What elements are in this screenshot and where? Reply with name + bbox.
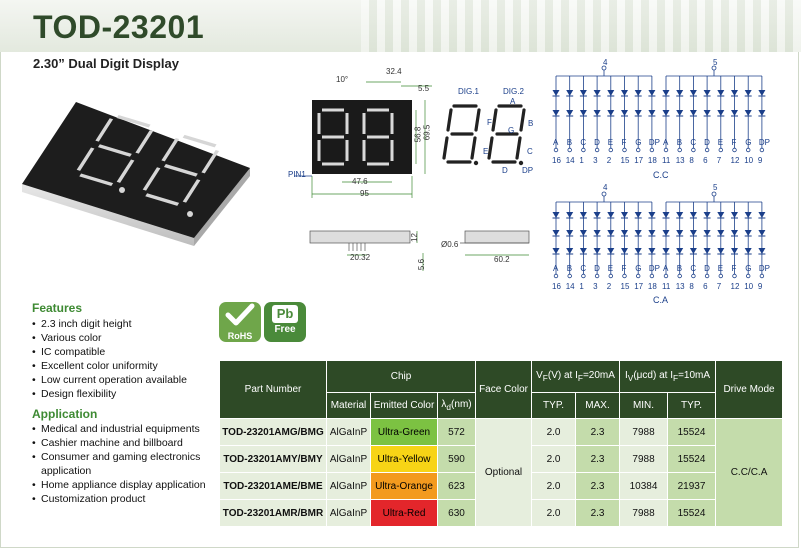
cc-segment-label: D: [594, 138, 600, 147]
cell-emitted-color: Ultra-Red: [371, 500, 438, 527]
dim-body-height: 69.5: [422, 124, 432, 141]
dim-segment-width: 32.4: [386, 67, 402, 76]
cell-material: AlGaInP: [327, 419, 371, 446]
cc-segment-label: G: [635, 138, 642, 147]
cell-iv-typ: 15524: [668, 419, 716, 446]
cc-pin-number: 1: [579, 156, 584, 165]
list-item: • Customization product: [32, 492, 217, 506]
cc-pin-number: 10: [744, 156, 754, 165]
ca-segment-label: D: [704, 264, 710, 273]
cc-title: C.C: [653, 170, 669, 180]
cell-vf-typ: 2.0: [532, 473, 576, 500]
ca-segment-label: F: [731, 264, 737, 273]
cell-iv-min: 7988: [620, 446, 668, 473]
dim-digit-height: 56.8: [413, 126, 423, 143]
ca-segment-label: C: [580, 264, 587, 273]
list-item: • Excellent color uniformity: [32, 359, 217, 373]
cell-material: AlGaInP: [327, 446, 371, 473]
ca-pin-number: 3: [593, 282, 598, 291]
cc-segment-label: E: [717, 138, 724, 147]
ca-common-pin-2: 5: [713, 183, 718, 192]
spec-table: [219, 360, 783, 527]
product-photo: [18, 88, 263, 248]
ca-segment-label: DP: [648, 264, 661, 273]
ca-pin-number: 10: [744, 282, 754, 291]
cc-pin-number: 11: [662, 156, 671, 165]
list-item: • Cashier machine and billboard: [32, 436, 217, 450]
cc-segment-label: E: [607, 138, 614, 147]
cell-iv-min: 7988: [620, 500, 668, 527]
check-icon: [219, 302, 261, 328]
ca-pin-number: 15: [620, 282, 630, 291]
cc-pin-number: 18: [647, 156, 657, 165]
cc-segment-label: C: [690, 138, 697, 147]
cell-iv-typ: 21937: [668, 473, 716, 500]
cell-iv-typ: 15524: [668, 446, 716, 473]
cell-emitted-color: Ultra-Orange: [371, 473, 438, 500]
ca-pin-number: 11: [662, 282, 671, 291]
cc-pin-number: 3: [593, 156, 598, 165]
cell-vf-max: 2.3: [576, 419, 620, 446]
cc-segment-label: A: [663, 138, 669, 147]
ca-segment-label: B: [566, 264, 573, 273]
seg-label-c: C: [527, 147, 533, 156]
cell-vf-max: 2.3: [576, 446, 620, 473]
list-item: • Consumer and gaming electronics application: [32, 450, 217, 478]
list-item: • Various color: [32, 331, 217, 345]
dig2-label: DIG.2: [503, 87, 524, 96]
ca-segment-label: C: [690, 264, 697, 273]
cc-segment-label: F: [621, 138, 627, 147]
cc-common-pin-1: 4: [603, 58, 608, 67]
application-title: Application: [32, 407, 98, 421]
cc-segment-label: C: [580, 138, 587, 147]
cc-segment-label: B: [566, 138, 573, 147]
list-item: • Low current operation available: [32, 373, 217, 387]
header-chip: Chip: [327, 361, 476, 393]
dim-pin-diameter: Ø0.6: [441, 240, 459, 249]
ca-segment-label: G: [635, 264, 642, 273]
ca-segment-label: DP: [758, 264, 771, 273]
features-title: Features: [32, 301, 83, 315]
ca-pin-number: 14: [565, 282, 575, 291]
features-list: [32, 317, 217, 401]
header-face-color: Face Color: [476, 361, 532, 419]
cell-vf-typ: 2.0: [532, 446, 576, 473]
ca-pin-number: 18: [647, 282, 657, 291]
seg-label-d: D: [502, 166, 508, 175]
cell-vf-typ: 2.0: [532, 419, 576, 446]
dim-body-width: 95: [360, 189, 369, 198]
dim-side-pin: 5.6: [417, 258, 427, 271]
ca-pin-number: 12: [730, 282, 740, 291]
cell-iv-min: 10384: [620, 473, 668, 500]
cc-pin-number: 14: [565, 156, 575, 165]
ca-segment-label: B: [676, 264, 683, 273]
dim-depth: 60.2: [494, 255, 510, 264]
cc-segment-label: A: [553, 138, 559, 147]
rohs-badge: [219, 302, 261, 342]
seg-label-e: E: [483, 147, 489, 156]
cc-pin-number: 15: [620, 156, 630, 165]
ca-common-pin-1: 4: [603, 183, 608, 192]
ca-pin-number: 2: [606, 282, 612, 291]
cell-iv-min: 7988: [620, 419, 668, 446]
cc-segment-label: F: [731, 138, 737, 147]
header-iv-typ: TYP.: [668, 393, 716, 419]
header-part-number: Part Number: [220, 361, 327, 419]
cc-segment-label: D: [704, 138, 710, 147]
cc-pin-number: 8: [689, 156, 694, 165]
ca-pin-number: 1: [579, 282, 584, 291]
application-list: [32, 422, 217, 506]
segment-diagram: [440, 96, 540, 176]
dig1-label: DIG.1: [458, 87, 479, 96]
cell-vf-max: 2.3: [576, 473, 620, 500]
cc-pin-number: 13: [675, 156, 685, 165]
rohs-label: RoHS: [227, 331, 253, 341]
ca-pin-number: 17: [634, 282, 644, 291]
cc-pin-number: 12: [730, 156, 740, 165]
header-lambda: $\lambda_d(nm)$: [438, 393, 476, 419]
list-item: • 2.3 inch digit height: [32, 317, 217, 331]
page-title: TOD-23201: [33, 9, 205, 45]
dim-gap: 5.5: [418, 84, 430, 93]
seg-label-dp: DP: [522, 166, 534, 175]
cc-segment-label: B: [676, 138, 683, 147]
ca-pin-number: 9: [757, 282, 763, 291]
free-label: Free: [274, 324, 296, 335]
cc-pin-number: 17: [634, 156, 644, 165]
cell-emitted-color: Ultra-Green: [371, 419, 438, 446]
cell-wavelength: 630: [438, 500, 476, 527]
header-emitted-color: Emitted Color: [371, 393, 438, 419]
cc-segment-label: G: [745, 138, 752, 147]
header-vf-max: MAX.: [576, 393, 620, 419]
header-vf-typ: TYP.: [532, 393, 576, 419]
ca-pin-number: 13: [675, 282, 685, 291]
ca-pin-number: 16: [552, 282, 561, 291]
table-row: [220, 419, 783, 446]
cell-part-number: TOD-23201AMG/BMG: [220, 419, 327, 446]
cc-pin-number: 6: [703, 156, 708, 165]
list-item: • Home appliance display application: [32, 478, 217, 492]
pin1-label: PIN1: [288, 170, 306, 179]
seg-label-b: B: [528, 119, 534, 128]
ca-title: C.A: [653, 295, 669, 305]
dim-side-height: 12: [409, 233, 419, 242]
cell-part-number: TOD-23201AMY/BMY: [220, 446, 327, 473]
list-item: • IC compatible: [32, 345, 217, 359]
cc-pin-number: 7: [716, 156, 722, 165]
cell-vf-typ: 2.0: [532, 500, 576, 527]
ca-pin-number: 6: [703, 282, 708, 291]
cell-part-number: TOD-23201AMR/BMR: [220, 500, 327, 527]
cell-drive-mode: C.C/C.A: [716, 419, 783, 527]
ca-segment-label: E: [607, 264, 614, 273]
ca-segment-label: F: [621, 264, 627, 273]
list-item: • Design flexibility: [32, 387, 217, 401]
cell-emitted-color: Ultra-Yellow: [371, 446, 438, 473]
ca-segment-label: E: [717, 264, 724, 273]
cc-common-pin-2: 5: [713, 58, 718, 67]
seg-label-g: G: [508, 126, 515, 135]
cell-wavelength: 590: [438, 446, 476, 473]
header-material: Material: [327, 393, 371, 419]
header-vf: $V_F(V)$ at $I_F=20mA$: [532, 361, 620, 393]
cc-pin-number: 2: [606, 156, 612, 165]
cell-material: AlGaInP: [327, 473, 371, 500]
dim-pin-pitch: 20.32: [350, 253, 371, 262]
ca-segment-label: A: [553, 264, 559, 273]
cc-segment-label: DP: [648, 138, 661, 147]
ca-segment-label: A: [663, 264, 669, 273]
pb-free-badge: [264, 302, 306, 342]
header-iv: $I_V(\mu cd)$ at $I_F=10mA$: [620, 361, 716, 393]
ca-segment-label: G: [745, 264, 752, 273]
list-item: • Medical and industrial equipments: [32, 422, 217, 436]
pb-label: Pb: [272, 305, 298, 323]
cell-wavelength: 572: [438, 419, 476, 446]
cell-part-number: TOD-23201AME/BME: [220, 473, 327, 500]
cell-material: AlGaInP: [327, 500, 371, 527]
cell-iv-typ: 15524: [668, 500, 716, 527]
schematic-common-cathode: [550, 62, 770, 166]
ca-pin-number: 7: [716, 282, 722, 291]
ca-pin-number: 8: [689, 282, 694, 291]
seg-label-a: A: [510, 97, 516, 106]
header-iv-min: MIN.: [620, 393, 668, 419]
dim-digit-pitch: 47.6: [352, 177, 368, 186]
schematic-common-anode: [550, 188, 770, 292]
ca-segment-label: D: [594, 264, 600, 273]
cc-pin-number: 16: [552, 156, 561, 165]
cell-face-color: Optional: [476, 419, 532, 527]
page-subtitle: 2.30” Dual Digit Display: [33, 56, 179, 71]
cell-vf-max: 2.3: [576, 500, 620, 527]
dim-angle: 10°: [336, 75, 349, 84]
cc-pin-number: 9: [757, 156, 763, 165]
header-drive-mode: Drive Mode: [716, 361, 783, 419]
cell-wavelength: 623: [438, 473, 476, 500]
seg-label-f: F: [487, 118, 492, 127]
cc-segment-label: DP: [758, 138, 771, 147]
